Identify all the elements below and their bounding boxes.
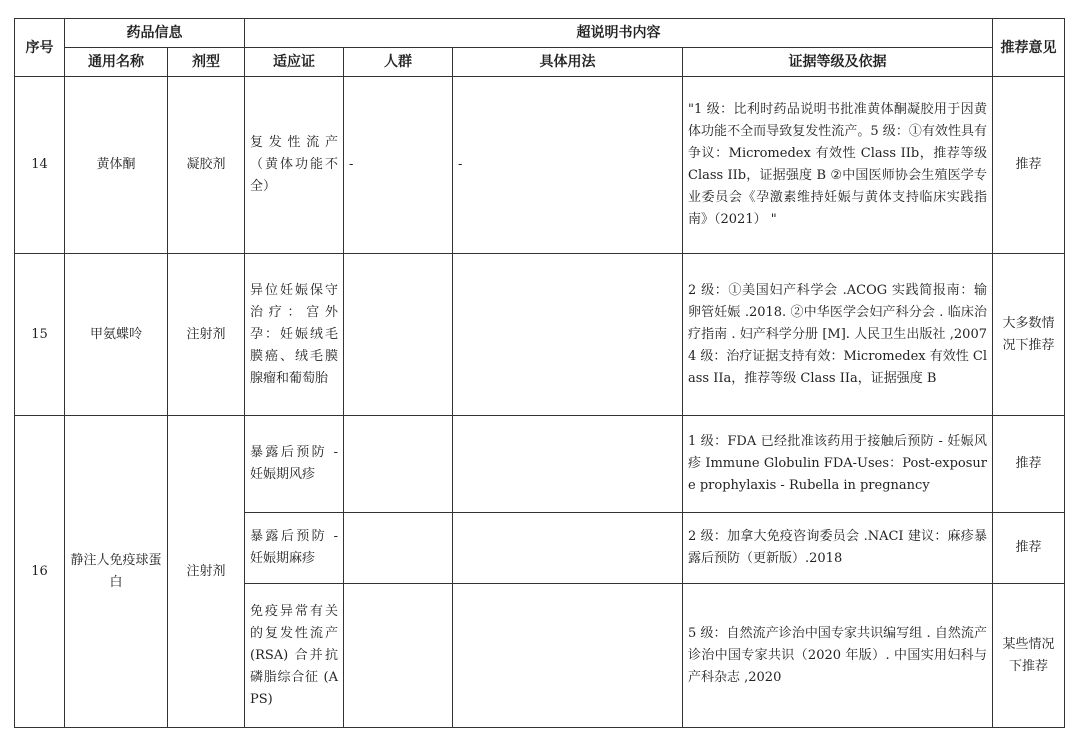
dosage-form-header: 剂型 <box>168 48 245 77</box>
recommendation-cell: 推荐 <box>993 416 1065 513</box>
population-cell <box>344 254 453 416</box>
indication-header: 适应证 <box>245 48 344 77</box>
usage-cell <box>453 254 683 416</box>
generic-name-cell: 甲氨蝶呤 <box>65 254 168 416</box>
table-row <box>15 77 1065 254</box>
evidence-cell: 2 级：①美国妇产科学会 .ACOG 实践简报南：输卵管妊娠 .2018. ②中华医学会妇产科分会 . 临床治疗指南 . 妇产科学分册 [M]. 人民卫生出版社 ,2007 4 级：治疗证据支持有效：Micromedex 有效性 Class IIa，推荐等级 Class IIa，证据强度 B <box>683 254 993 416</box>
recommendation-cell: 大多数情况下推荐 <box>993 254 1065 416</box>
population-cell <box>344 513 453 584</box>
indication-cell: 暴露后预防 - 妊娠期风疹 <box>245 416 344 513</box>
population-cell: - <box>344 77 453 254</box>
table-row <box>15 416 1065 513</box>
evidence-cell: 2 级：加拿大免疫咨询委员会 .NACI 建议：麻疹暴露后预防（更新版）.2018 <box>683 513 993 584</box>
usage-cell <box>453 584 683 728</box>
recommendation-header: 推荐意见 <box>993 19 1065 77</box>
dosage-form-cell: 注射剂 <box>168 416 245 728</box>
indication-cell: 免疫异常有关的复发性流产 (RSA) 合并抗磷脂综合征 (APS) <box>245 584 344 728</box>
recommendation-cell: 某些情况下推荐 <box>993 584 1065 728</box>
generic-name-cell: 黄体酮 <box>65 77 168 254</box>
seq-cell: 14 <box>15 77 65 254</box>
population-cell <box>344 584 453 728</box>
recommendation-cell: 推荐 <box>993 77 1065 254</box>
usage-cell: - <box>453 77 683 254</box>
drug-info-header: 药品信息 <box>65 19 245 48</box>
usage-cell <box>453 416 683 513</box>
off-label-content-header: 超说明书内容 <box>245 19 993 48</box>
generic-name-cell: 静注人免疫球蛋白 <box>65 416 168 728</box>
evidence-cell: 1 级：FDA 已经批准该药用于接触后预防 - 妊娠风疹 Immune Globulin FDA-Uses：Post-exposure prophylaxis - Rubella in pregnancy <box>683 416 993 513</box>
recommendation-cell: 推荐 <box>993 513 1065 584</box>
dosage-form-cell: 注射剂 <box>168 254 245 416</box>
dosage-form-cell: 凝胶剂 <box>168 77 245 254</box>
usage-cell <box>453 513 683 584</box>
seq-header: 序号 <box>15 19 65 77</box>
indication-cell: 复发性流产（黄体功能不全） <box>245 77 344 254</box>
evidence-cell: "1 级：比利时药品说明书批准黄体酮凝胶用于因黄体功能不全而导致复发性流产。5 级：①有效性具有争议：Micromedex 有效性 Class IIb，推荐等级 Class IIb，证据强度 B ②中国医师协会生殖医学专业委员会《孕激素维持妊娠与黄体支持临床实践指南》（2021） " <box>683 77 993 254</box>
population-header: 人群 <box>344 48 453 77</box>
population-cell <box>344 416 453 513</box>
seq-cell: 15 <box>15 254 65 416</box>
indication-cell: 暴露后预防 - 妊娠期麻疹 <box>245 513 344 584</box>
seq-cell: 16 <box>15 416 65 728</box>
indication-cell: 异位妊娠保守治疗：宫外孕：妊娠绒毛膜癌、绒毛膜腺瘤和葡萄胎 <box>245 254 344 416</box>
off-label-drug-table <box>14 18 1065 728</box>
usage-header: 具体用法 <box>453 48 683 77</box>
generic-name-header: 通用名称 <box>65 48 168 77</box>
evidence-header: 证据等级及依据 <box>683 48 993 77</box>
evidence-cell: 5 级：自然流产诊治中国专家共识编写组 . 自然流产诊治中国专家共识（2020 年版）. 中国实用妇科与产科杂志 ,2020 <box>683 584 993 728</box>
table-row <box>15 254 1065 416</box>
